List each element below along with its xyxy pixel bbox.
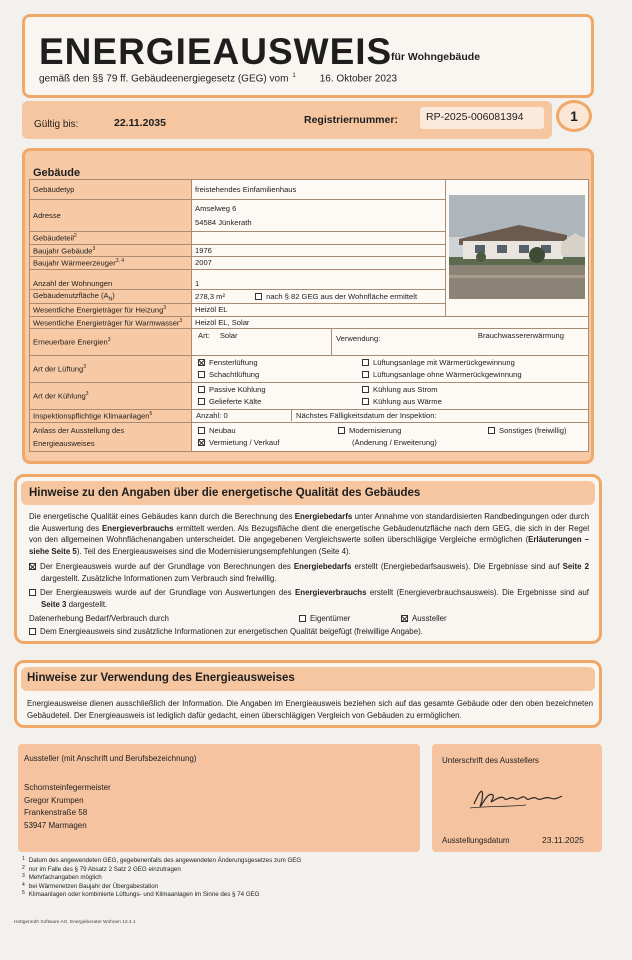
consumption-based-option: Der Energieausweis wurde auf der Grundlage von Auswertungen des Energieverbrauchs erstellt (Energieverbrauchsausweis). Die Ergebnisse sind auf Seite 3 dargestellt. bbox=[29, 587, 589, 610]
heating-carrier-value: Heizöl EL bbox=[192, 304, 446, 317]
issuer-checkbox[interactable] bbox=[401, 615, 408, 622]
signature-label: Unterschrift des Ausstellers bbox=[442, 756, 539, 765]
valid-until-label: Gültig bis: bbox=[34, 119, 79, 130]
demand-based-checkbox[interactable] bbox=[29, 563, 36, 570]
data-collection-row: Datenerhebung Bedarf/Verbrauch durch Eigentümer Aussteller bbox=[29, 614, 447, 623]
cooling-label: Art der Kühlung$^3$ bbox=[30, 383, 192, 410]
apartments-value: 1 bbox=[192, 269, 446, 289]
renewables-value: Art: Solar Verwendung: Brauchwassererwärmung bbox=[192, 329, 589, 356]
heating-carrier-label: Wesentliche Energieträger für Heizung$^3$ bbox=[30, 304, 192, 317]
hotwater-carrier-label: Wesentliche Energieträger für Warmwasser$^3$ bbox=[30, 316, 192, 329]
usage-notes-title: Hinweise zur Verwendung des Energieausweises bbox=[27, 672, 295, 684]
ventilation-shaft-checkbox[interactable] bbox=[198, 371, 205, 378]
signature-box bbox=[432, 744, 602, 852]
valid-until-date: 22.11.2035 bbox=[114, 117, 166, 129]
footnote: $^3$ Mehrfachangaben möglich bbox=[22, 873, 102, 882]
heater-year-value: 2007 bbox=[192, 257, 446, 270]
cooling-supplied-checkbox[interactable] bbox=[198, 398, 205, 405]
building-part-label: Gebäudeteil$^2$ bbox=[30, 232, 192, 245]
usable-area-label: Gebäudenutzfläche $(A_N)$ bbox=[30, 289, 192, 304]
issue-date-value: 23.11.2025 bbox=[542, 835, 584, 845]
house-photo-icon bbox=[449, 195, 585, 299]
validity-row bbox=[22, 101, 552, 139]
reason-modernization-checkbox[interactable] bbox=[338, 427, 345, 434]
heater-year-label: Baujahr Wärmeerzeuger$^{3, 4}$ bbox=[30, 257, 192, 270]
consumption-based-checkbox[interactable] bbox=[29, 589, 36, 596]
aircon-label: Inspektionspflichtige Klimaanlagen$^5$ bbox=[30, 410, 192, 423]
area-method-checkbox[interactable] bbox=[255, 293, 262, 300]
reason-other-checkbox[interactable] bbox=[488, 427, 495, 434]
law-date: 16. Oktober 2023 bbox=[319, 73, 398, 85]
address-value: Amselweg 6 54584 Jünkerath bbox=[192, 200, 446, 232]
building-type-label: Gebäudetyp bbox=[30, 180, 192, 200]
reason-newbuild-checkbox[interactable] bbox=[198, 427, 205, 434]
usage-notes-text: Energieausweise dienen ausschließlich der Information. Die Angaben im Energieausweis beziehen sich auf das gesamte Gebäude oder den oben bezeichneten Gebäudeteil. Der Energieausweis ist lediglich dafür gedacht, einen überschlägigen Vergleich von Gebäuden zu ermöglichen. bbox=[27, 699, 593, 720]
cooling-passive-checkbox[interactable] bbox=[198, 386, 205, 393]
building-section-title: Gebäude bbox=[33, 167, 81, 179]
quality-notes-text: Die energetische Qualität eines Gebäudes kann durch die Berechnung des Energiebedarfs unter Annahme von standardisierten Randbedingungen oder durch die Auswertung des Energieverbrauchs ermittelt werden. Als Bezugsfläche dient die energetische Gebäudenutzfläche nach dem GEG, die sich in der Regel von den allgemeinen Wohnflächenangaben unterscheidet. Die angegebenen Vergleichswerte sollen überschlägige Vergleiche ermöglichen (Erläuterungen – siehe Seite 5). Teil des Energieausweises sind die Modernisierungsempfehlungen (Seite 4). bbox=[29, 512, 589, 556]
additional-info-checkbox[interactable] bbox=[29, 628, 36, 635]
registration-label: Registriernummer: bbox=[304, 114, 398, 126]
issuer-label: Aussteller (mit Anschrift und Berufsbezeichnung) bbox=[24, 754, 197, 763]
ventilation-without-recovery-checkbox[interactable] bbox=[362, 371, 369, 378]
signature-icon bbox=[466, 780, 566, 821]
building-photo bbox=[446, 180, 589, 317]
legal-basis: gemäß den §§ 79 ff. Gebäudeenergiegesetz (GEG) vom $^1$ 16. Oktober 2023 bbox=[39, 73, 398, 85]
document-title: ENERGIEAUSWEIS bbox=[39, 31, 393, 72]
footnote: $^2$ nur im Falle des § 79 Absatz 2 Satz 2 GEG einzutragen bbox=[22, 864, 181, 873]
construction-year-label: Baujahr Gebäude$^3$ bbox=[30, 244, 192, 257]
header-box bbox=[22, 14, 594, 98]
footnote: $^4$ bei Wärmenetzen Baujahr der Übergabestation bbox=[22, 881, 159, 890]
registration-number: RP-2025-006081394 bbox=[420, 107, 544, 129]
building-section bbox=[22, 148, 594, 464]
document-subtitle: für Wohngebäude bbox=[391, 51, 481, 63]
ventilation-label: Art der Lüftung$^3$ bbox=[30, 356, 192, 383]
issuer-box bbox=[18, 744, 420, 852]
footnotes bbox=[22, 856, 301, 899]
building-type-value: freistehendes Einfamilienhaus bbox=[192, 180, 446, 200]
issue-reason-label: Anlass der Ausstellung des Energieausweises bbox=[30, 422, 192, 451]
cooling-options: Passive Kühlung Gelieferte Kälte Kühlung aus Strom Kühlung aus Wärme bbox=[192, 383, 589, 410]
ventilation-with-recovery-checkbox[interactable] bbox=[362, 359, 369, 366]
page-number-badge: 1 bbox=[556, 100, 592, 132]
reason-rent-sale-checkbox[interactable] bbox=[198, 439, 205, 446]
quality-notes-title: Hinweise zu den Angaben über die energetische Qualität des Gebäudes bbox=[29, 487, 421, 499]
construction-year-value: 1976 bbox=[192, 244, 446, 257]
quality-notes-section bbox=[14, 474, 602, 644]
usable-area-value: 278,3 m² nach § 82 GEG aus der Wohnfläche ermittelt bbox=[192, 289, 446, 304]
hotwater-carrier-value: Heizöl EL, Solar bbox=[192, 316, 589, 329]
aircon-value: Anzahl: 0 Nächstes Fälligkeitsdatum der Inspektion: bbox=[192, 410, 589, 423]
ventilation-options: Fensterlüftung Schachtlüftung Lüftungsanlage mit Wärmerückgewinnung Lüftungsanlage ohne Wärmerückgewinnung bbox=[192, 356, 589, 383]
demand-based-option: Der Energieausweis wurde auf der Grundlage von Berechnungen des Energiebedarfs erstellt (Energiebedarfsausweis). Die Ergebnisse sind auf Seite 2 dargestellt. Zusätzliche Informationen zum Verbrauch sind freiwillig. bbox=[29, 561, 589, 584]
building-table bbox=[29, 179, 589, 452]
apartments-label: Anzahl der Wohnungen bbox=[30, 269, 192, 289]
issue-reason-options: Neubau Vermietung / Verkauf Modernisierung (Änderung / Erweiterung) Sonstiges (freiwillig) bbox=[192, 422, 589, 451]
additional-info-option: Dem Energieausweis sind zusätzliche Informationen zur energetischen Qualität beigefügt (freiwillige Angabe). bbox=[29, 626, 589, 638]
cooling-heat-checkbox[interactable] bbox=[362, 398, 369, 405]
owner-checkbox[interactable] bbox=[299, 615, 306, 622]
issue-date-label: Ausstellungsdatum bbox=[442, 836, 510, 845]
footnote: $^5$ Klimaanlagen oder kombinierte Lüftungs- und Klimaanlagen im Sinne des § 74 GEG bbox=[22, 890, 260, 899]
building-part-value bbox=[192, 232, 446, 245]
ventilation-window-checkbox[interactable] bbox=[198, 359, 205, 366]
footnote: $^1$ Datum des angewendeten GEG, gegebenenfalls des angewendeten Änderungsgesetzes zum GEG bbox=[22, 856, 302, 864]
issuer-address: Schornsteinfegermeister Gregor Krumpen Frankenstraße 58 53947 Marmagen bbox=[24, 783, 111, 830]
renewables-label: Erneuerbare Energien$^3$ bbox=[30, 329, 192, 356]
usage-notes-section bbox=[14, 660, 602, 728]
software-credit: Hottgenroth Software AG, Energieberater Wohnen 13.4.1 bbox=[14, 920, 136, 925]
cooling-electric-checkbox[interactable] bbox=[362, 386, 369, 393]
address-label: Adresse bbox=[30, 200, 192, 232]
